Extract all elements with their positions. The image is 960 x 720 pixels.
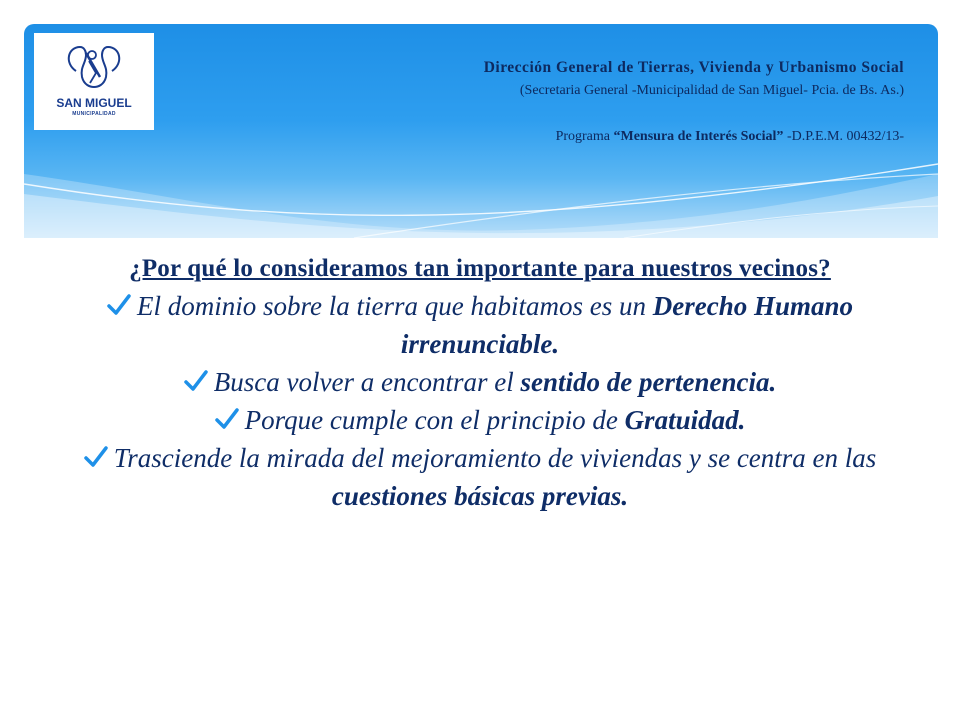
program-prefix: Programa — [555, 129, 614, 144]
bullet-item — [60, 439, 900, 515]
bullet-text: Porque cumple con el principio de — [244, 405, 625, 435]
logo-subtitle: MUNICIPALIDAD — [72, 111, 116, 117]
program-suffix: -D.P.E.M. 00432/13- — [783, 129, 904, 144]
bullet-item — [60, 287, 900, 363]
bullet-list — [60, 287, 900, 515]
checkmark-icon — [215, 408, 239, 430]
checkmark-icon — [107, 294, 131, 316]
org-title: Dirección General de Tierras, Vivienda y Urbanismo Social — [483, 59, 904, 76]
checkmark-icon — [184, 370, 208, 392]
bullet-emphasis: Gratuidad. — [624, 405, 746, 435]
bullet-text: Trasciende la mirada del mejoramiento de viviendas y se centra en las — [113, 443, 877, 473]
bullet-item — [60, 401, 900, 439]
bullet-item — [60, 363, 900, 401]
header-banner — [24, 24, 938, 238]
logo-name: SAN MIGUEL — [56, 96, 132, 110]
org-subtitle: (Secretaria General -Municipalidad de San Miguel- Pcia. de Bs. As.) — [519, 83, 904, 98]
program-name: “Mensura de Interés Social” — [613, 129, 784, 144]
program-line — [556, 129, 904, 145]
bullet-emphasis: cuestiones básicas previas. — [331, 481, 629, 511]
question-heading: ¿Por qué lo consideramos tan importante para nuestros vecinos? — [129, 255, 831, 282]
bullet-text: Busca volver a encontrar el — [213, 367, 521, 397]
bullet-emphasis: sentido de pertenencia. — [520, 367, 777, 397]
bullet-text: El dominio sobre la tierra que habitamos es un — [137, 291, 653, 321]
checkmark-icon — [84, 446, 108, 468]
main-content — [60, 252, 900, 515]
municipality-logo — [34, 33, 154, 130]
bullet-emphasis: Derecho Humano irrenunciable. — [400, 291, 853, 359]
